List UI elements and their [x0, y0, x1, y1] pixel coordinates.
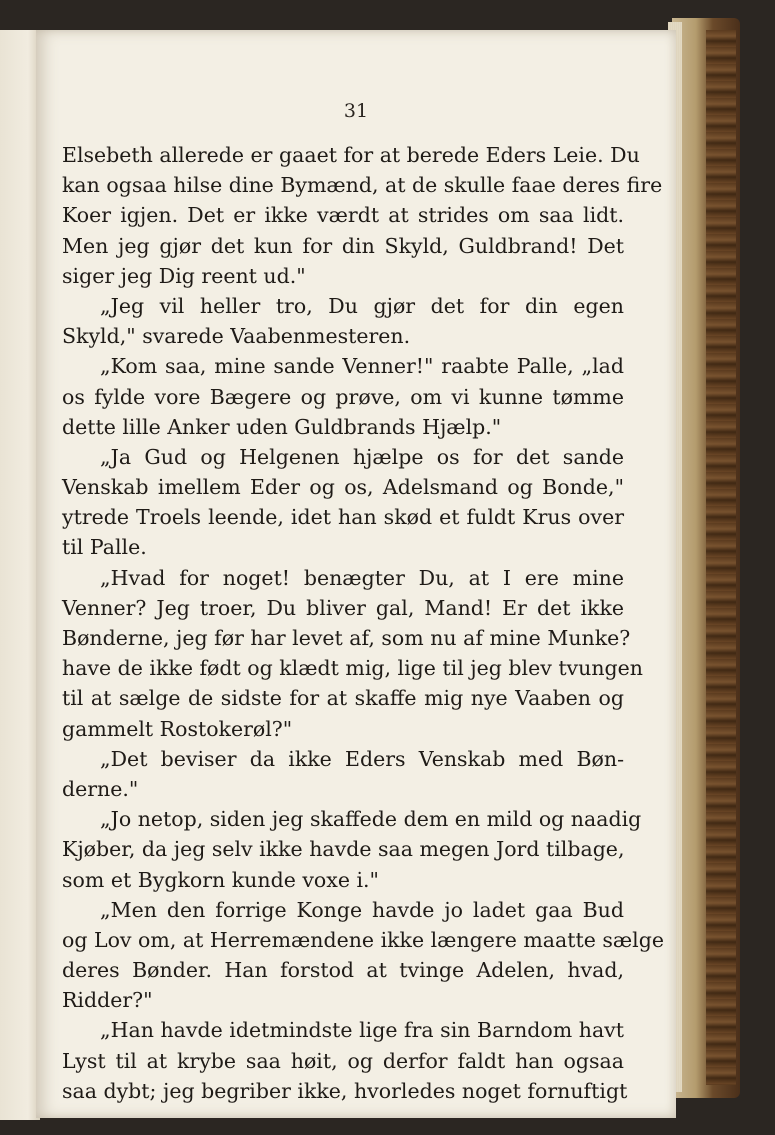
- text-line: Koer igjen. Det er ikke værdt at strides om saa lidt.: [62, 203, 624, 228]
- text-line: deres Bønder. Han forstod at tvinge Adelen, hvad,: [62, 958, 624, 983]
- text-line: til at sælge de sidste for at skaffe mig nye Vaaben og: [62, 686, 624, 711]
- text-line: kan ogsaa hilse dine Bymænd, at de skulle faae deres fire: [62, 173, 663, 198]
- text-line: „Ja Gud og Helgenen hjælpe os for det sande: [100, 444, 624, 469]
- text-line: „Jo netop, siden jeg skaffede dem en mild og naadig: [100, 807, 642, 832]
- text-line: derne.": [62, 776, 139, 801]
- page-number: 31: [343, 100, 369, 122]
- text-line: Elsebeth allerede er gaaet for at berede Eders Leie. Du: [62, 143, 640, 167]
- text-line: og Lov om, at Herremændene ikke længere maatte sælge: [62, 927, 664, 952]
- text-line: siger jeg Dig reent ud.": [62, 263, 306, 288]
- text-line: ytrede Troels leende, idet han skød et fuldt Krus over: [62, 505, 624, 530]
- text-line: Venskab imellem Eder og os, Adelsmand og Bonde,": [62, 475, 624, 500]
- text-line: os fylde vore Bægere og prøve, om vi kunne tømme: [62, 384, 624, 409]
- text-line: dette lille Anker uden Guldbrands Hjælp.": [62, 414, 502, 439]
- text-line: Skyld," svarede Vaabenmesteren.: [62, 324, 411, 349]
- text-line: Ridder?": [62, 988, 153, 1013]
- text-line: „Kom saa, mine sande Venner!" raabte Palle, „lad: [100, 354, 624, 379]
- text-line: Lyst til at krybe saa høit, og derfor faldt han ogsaa: [62, 1048, 624, 1073]
- facing-page-edge: [0, 30, 40, 1120]
- text-line: „Men den forrige Konge havde jo ladet gaa Bud: [100, 897, 624, 922]
- text-line: „Han havde idetmindste lige fra sin Barndom havt: [100, 1018, 624, 1043]
- text-line: gammelt Rostokerøl?": [62, 716, 293, 741]
- text-line: have de ikke født og klædt mig, lige til jeg blev tvungen: [62, 656, 644, 681]
- text-line: til Palle.: [62, 535, 147, 560]
- text-line: „Jeg vil heller tro, Du gjør det for din egen: [100, 293, 624, 318]
- body-text: [62, 140, 664, 1106]
- text-line: som et Bygkorn kunde voxe i.": [62, 867, 379, 892]
- text-line: „Det beviser da ikke Eders Venskab med Bøn-: [100, 746, 624, 771]
- text-line: saa dybt; jeg begriber ikke, hvorledes noget fornuftigt: [62, 1078, 628, 1103]
- book-cover-edge: [706, 30, 736, 1085]
- text-line: „Hvad for noget! benægter Du, at I ere mine: [100, 565, 624, 590]
- text-line: Men jeg gjør det kun for din Skyld, Guldbrand! Det: [62, 233, 624, 258]
- text-line: Bønderne, jeg før har levet af, som nu af mine Munke?: [62, 626, 631, 650]
- text-line: Venner? Jeg troer, Du bliver gal, Mand! Er det ikke: [62, 595, 624, 620]
- book-page: [36, 30, 676, 1118]
- text-line: Kjøber, da jeg selv ikke havde saa megen Jord tilbage,: [62, 837, 625, 862]
